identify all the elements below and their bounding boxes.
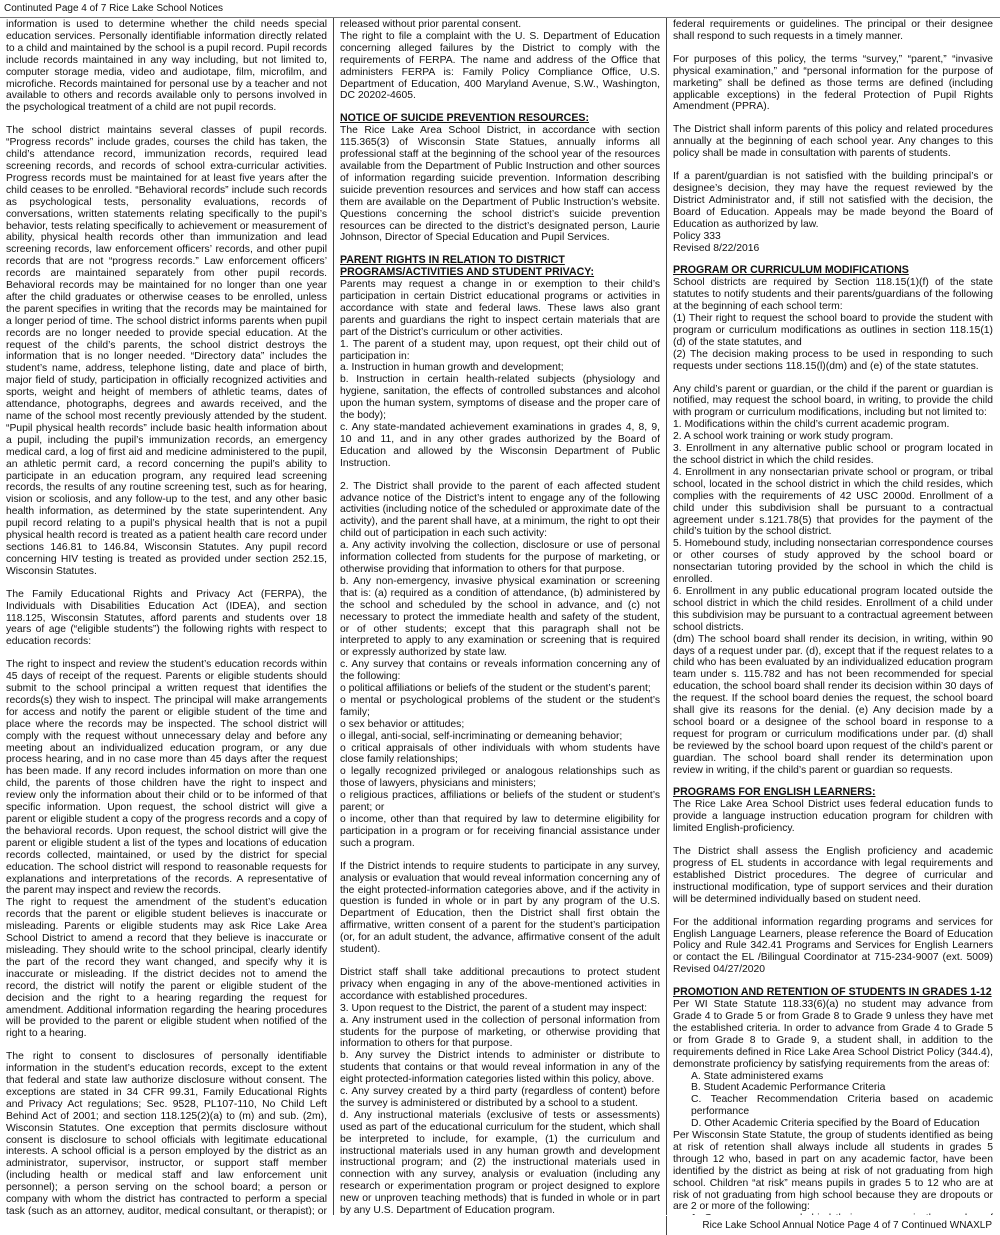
page-footer <box>666 1216 1000 1235</box>
at-risk-list <box>673 1213 993 1215</box>
paragraph: c. Any survey created by a third party (regardless of content) before the survey is administered or distributed by a school to a student. <box>340 1086 660 1109</box>
section-heading-parent-rights: PARENT RIGHTS IN RELATION TO DISTRICT PROGRAMS/ACTIVITIES AND STUDENT PRIVACY: <box>340 254 595 279</box>
paragraph: (2) The decision making process to be used in responding to such requests under sections 118.15(l)(dm) and (e) of the state statutes. <box>673 348 993 372</box>
paragraph: Per Wisconsin State Statute, the group of students identified as being at risk of retention shall always include all students in grades 5 through 12 who, based in part on any academic factor, have been identified by the district as being at risk of not graduating from high school. Children “at risk” means pupils in grades 5 to 12 who are at risk of not graduating from high school because they are dropouts or are 2 or more of the following: <box>673 1130 993 1213</box>
page-header-label: Continuted Page 4 of 7 Rice Lake School Notices <box>4 3 224 14</box>
paragraph: 1. The parent of a student may, upon request, opt their child out of participation in: <box>340 338 660 362</box>
paragraph: For purposes of this policy, the terms “survey,” “parent,” “invasive physical examination,” and “personal information for the purpose of marketing” shall be defined as those terms are defined (including applicable exceptions) in the federal Protection of Pupil Rights Amendment (PPRA). <box>673 53 993 113</box>
list-item: A. State administered exams <box>691 1070 824 1082</box>
list-item: o sex behavior or attitudes; <box>340 718 465 730</box>
paragraph: School districts are required by Section 118.15(1)(f) of the state statutes to notify students and their parents/guardians of the following at the beginning of each school term: <box>673 277 993 313</box>
opt-out-list <box>340 362 660 469</box>
section-heading-curriculum-modifications: PROGRAM OR CURRICULUM MODIFICATIONS <box>673 264 909 277</box>
column-1 <box>0 18 333 1215</box>
paragraph: The right to consent to disclosures of personally identifiable information in the student’s education records, except to the extent that federal and state law authorize disclosure without consent. The exceptions are stated in 34 CFR 99.31, Family Educational Rights and Privacy Act regulations; Sec. 9528, PL107-110, No Child Left Behind Act of 2001; and section 118.125(2)(a) to (m) and sub. (2m), Wisconsin Statutes. One exception that permits disclosure without consent is disclosure to school officials with legitimate educational interests. A school official is a person employed by the district as an administrator, supervisor, instructor, or support staff member (including health or medical staff and law enforcement unit personnel); a person serving on the school board; a person or company with whom the district has contracted to perform a special task (such as an attorney, auditor, medical consultant, or therapist); or <box>6 1051 327 1215</box>
paragraph: The Family Educational Rights and Privacy Act (FERPA), the Individuals with Disabilities Education Act (IDEA), and section 118.125, Wisconsin Statutes, afford parents and students over 18 years of age (“eligible students”) the following rights with respect to education records: <box>6 588 327 648</box>
section-heading-english-learners: PROGRAMS FOR ENGLISH LEARNERS: <box>673 786 876 799</box>
paragraph: b. Any survey the District intends to administer or distribute to students that contains or that would reveal information in any of the eight protected-information categories listed within this policy, above. <box>340 1050 660 1086</box>
paragraph: a. Any activity involving the collection, disclosure or use of personal information collected from students for the purpose of marketing, or otherwise providing that information to others for that purpose. <box>340 540 660 575</box>
revision-date: Revised 8/22/2016 <box>673 242 760 254</box>
paragraph: The Rice Lake Area School District uses federal education funds to provide a language instruction education program for children with limited English-proficiency. <box>673 799 993 835</box>
list-item: 5. Homebound study, including nonsectarian correspondence courses or other courses of study approved by the school board or nonsectarian tutoring provided by the school in which the child is enrolled. <box>673 538 993 586</box>
list-item: o legally recognized privileged or analogous relationships such as those of lawyers, physicians and ministers; <box>340 766 660 790</box>
paragraph: The right to file a complaint with the U. S. Department of Education concerning alleged failures by the District to comply with the requirements of FERPA. The name and address of the Office that administers FERPA is: Family Policy Compliance Office, U.S. Department of Education, 400 Maryland Avenue, S.W., Washington, DC 20202-4605. <box>340 30 660 102</box>
list-item: b. Instruction in certain health-related subjects (physiology and hygiene, sanitation, the effects of controlled substances and alcohol upon the human system, symptoms of disease and the proper care of the body); <box>340 374 660 422</box>
paragraph: c. Any survey that contains or reveals information concerning any of the following: <box>340 659 660 683</box>
paragraph: For the additional information regarding programs and services for English Language Learners, please reference the Board of Education Policy and Rule 342.41 Programs and Services for English Learners or contact the EL /Bilingual Coordinator at 715-234-9007 (ext. 5009) Revised 04/27/2020 <box>673 916 993 976</box>
paragraph: District staff shall take additional precautions to protect student privacy when engaging in any of the above-mentioned activities in accordance with established procedures. <box>340 966 660 1002</box>
list-item: o religious practices, affiliations or beliefs of the student or student’s parent; or <box>340 790 660 814</box>
list-item: B. Student Academic Performance Criteria <box>691 1082 886 1094</box>
paragraph: The Rice Lake Area School District, in accordance with section 115.365(3) of Wisconsin State Statues, annually informs all professional staff at the beginning of the school year of the resources available from the Department of Public Instruction and other sources of information regarding suicide prevention. Information describing suicide prevention resources and services and how staff can access them are available on the Department of Public Instruction’s website. Questions concerning the school district’s suicide prevention resources can be directed to the district’s designated person, Laurie Johnson, Director of Special Education and Pupil Services. <box>340 125 660 244</box>
paragraph: (1) Their right to request the school board to provide the student with program or curriculum modifications as outlines in section 118.15(1)(d) of the state statutes, and <box>673 313 993 348</box>
list-item: 6. Enrollment in any public educational program located outside the school district in which the child resides. Enrollment of a child under this subdivision may be pursuant to a contractual agreement between school districts. <box>673 585 993 633</box>
paragraph: The school district maintains several classes of pupil records. “Progress records” include grades, courses the child has taken, the child’s attendance record, immunization records, required lead screening records, and records of school extra-curricular activities. Progress records must be maintained for at least five years after the child ceases to be enrolled. “Behavioral records” include such records as psychological tests, personality evaluations, records of conversations, written statements relating specifically to the pupil’s behavior, tests relating specifically to achievement or measurement of ability, physical health records other than immunization and lead screening records, law enforcement officers’ records, and other pupil records that are not “progress records.” Law enforcement officers’ records are maintained separately from other pupil records. Behavioral records may be maintained for no longer than one year after the child graduates or otherwise ceases to be enrolled, unless the parent specifies in writing that the records may be maintained for a longer period of time. The school district informs parents when pupil records are no longer needed to provide special education. At the request of the child’s parents, the school district destroys the information that is no longer needed. “Directory data” includes the student’s name, address, telephone listing, date and place of birth, major field of study, participation in officially recognized activities and sports, weight and height of members of athletic teams, dates of attendance, photographs, degrees and awards received, and the name of the school most recently previously attended by the student. “Pupil physical health records” include basic health information about a pupil, including the pupil’s immunization records, an emergency medical card, a log of first aid and medicine administered to the pupil, an athletic permit card, a record concerning the pupil’s ability to participate in an education program, any required lead screening records, the results of any routine screening test, such as for hearing, vision or scoliosis, and any follow-up to the test, and any other basic health information, as determined by the state superintendent. Any pupil record relating to a pupil’s physical health that is not a pupil physical health record is treated as a patient health care record under sections 146.81 to 146.84, Wisconsin Statutes. Any pupil record concerning HIV testing is treated as provided under section 252.15, Wisconsin Statutes. <box>6 125 327 577</box>
paragraph: d. Any instructional materials (exclusive of tests or assessments) used as part of the educational curriculum for the student, which shall be interpreted to include, for example, (1) the curriculum and instructional materials used in any human growth and development instructional program; and (2) the instructional materials used in connection with any survey, analysis or evaluation (including any research or experimentation program or project designed to explore new or unproven teaching methods) that is funded in whole or in part by any U.S. Department of Education program. <box>340 1109 660 1215</box>
paragraph: The District shall assess the English proficiency and academic progress of EL students in accordance with legal requirements and established District procedures. The degree of curricular and instructional modification, type of support services and their duration will be determined individually based on student need. <box>673 846 993 905</box>
list-item: o mental or psychological problems of the student or the student’s family; <box>340 694 660 718</box>
paragraph: released without prior parental consent. <box>340 19 522 30</box>
page-header <box>0 0 1000 18</box>
criteria-list <box>673 1071 993 1131</box>
paragraph: information is used to determine whether the child needs special education services. Personally identifiable information directly related to a child and maintained by the school is a pupil record. Pupil records include records maintained in any way including, but not limited to, computer storage media, video and audiotape, film, microfilm, and microfiche. Records maintained for personal use by a teacher and not available to others and records available only to persons involved in the psychological treatment of a child are not pupil records. <box>6 19 327 114</box>
paragraph: The right to inspect and review the student’s education records within 45 days of receipt of the request. Parents or eligible students should submit to the school principal a written request that identifies the records(s) they wish to inspect. The principal will make arrangements for access and notify the parent or eligible student of the time and place where the records may be inspected. The school district will comply with the request without unnecessary delay and before any meeting about an individualized education program, or any due process hearing, and in no case more than 45 days after the request has been made. If any record includes information on more than one child, the parents of those children have the right to inspect and review only the information about their child or to be informed of that specific information. Upon request, the school district will give a parent or eligible student a copy of the progress records and a copy of the behavioral records. Upon request, the school district will give the parent or eligible student a list of the types and locations of education records collected, maintained, or used by the district for special education. The school district will respond to reasonable requests for explanations and interpretations of the records. A representative of the parent may inspect and review the records. <box>6 659 327 897</box>
paragraph: Parents may request a change in or exemption to their child’s participation in certain District educational programs or activities in accordance with state and federal laws. These laws also grant parents and guardians the right to inspect certain materials that are part of the District’s curriculum or other activities. <box>340 279 660 338</box>
modifications-list <box>673 419 993 633</box>
survey-topics-list <box>340 683 660 850</box>
paragraph: If the District intends to require students to participate in any survey, analysis or evaluation that would reveal information concerning any of the eight protected-information categories above, and if the activity in question is funded in whole or in part by any program of the U.S. Department of Education, then the District shall first obtain the affirmative, written consent of a parent for the student’s participation (or, for an adult student, the advance, affirmative consent of the adult student). <box>340 860 660 956</box>
list-item <box>691 1213 993 1215</box>
paragraph: 3. Upon request to the District, the parent of a student may inspect: <box>340 1002 648 1014</box>
paragraph: 2. The District shall provide to the parent of each affected student advance notice of the District’s intent to engage any of the following activities (including notice of the scheduled or approximate date of the activity), and the parent shall have, at a minimum, the right to opt their child out of participation in each such activity: <box>340 480 660 540</box>
paragraph: Any child’s parent or guardian, or the child if the parent or guardian is notified, may request the school board, in writing, to provide the child with program or curriculum modifications, including but not limited to: <box>673 383 993 419</box>
page-footer-label: Rice Lake School Annual Notice Page 4 of 7 Continued WNAXLP <box>702 1220 992 1231</box>
paragraph: If a parent/guardian is not satisfied with the building principal’s or designee’s decision, they may have the request reviewed by the District Administrator and, if still not satisfied with the decision, the Board of Education. Appeals may be made beyond the Board of Education as authorized by law. <box>673 171 993 230</box>
column-2 <box>333 18 666 1215</box>
list-item: o income, other than that required by law to determine eligibility for participation in a program or for receiving financial assistance under such a program. <box>340 814 660 849</box>
list-item: C. Teacher Recommendation Criteria based on academic performance <box>691 1094 993 1118</box>
section-heading-suicide-prevention: NOTICE OF SUICIDE PREVENTION RESOURCES: <box>340 112 589 125</box>
paragraph: The right to request the amendment of the student’s education records that the parent or eligible student believes is inaccurate or misleading. Parents or eligible students may ask Rice Lake Area School District to amend a record that they believe is inaccurate or misleading. They should write to the school principal, clearly identify the part of the record they want changed, and specify why it is inaccurate or misleading. If the district decides not to amend the record, the district will notify the parent or eligible student of the decision and the right to a hearing regarding the request for amendment. Additional information regarding the hearing procedures will be provided to the parent or eligible student when notified of the right to a hearing. <box>6 897 327 1040</box>
list-item: 2. A school work training or work study program. <box>673 431 894 443</box>
list-item: 3. Enrollment in any alternative public school or program located in the school district in which the child resides. <box>673 443 993 466</box>
paragraph: federal requirements or guidelines. The principal or their designee shall respond to such requests in a timely manner. <box>673 19 993 42</box>
policy-number: Policy 333 <box>673 230 721 242</box>
list-item: o critical appraisals of other individuals with whom students have close family relationships; <box>340 742 660 766</box>
list-item: 1. Modifications within the child’s current academic program. <box>673 419 950 431</box>
paragraph: The District shall inform parents of this policy and related procedures annually at the beginning of each school year. Any changes to this policy shall be made in consultation with parents of students. <box>673 124 993 160</box>
column-3 <box>666 18 999 1215</box>
paragraph: (dm) The school board shall render its decision, in writing, within 90 days of a request under par. (d), except that if the request relates to a child who has been evaluated by an individualized education program team under s. 115.782 and has not been recommended for special education, the school board shall render its decision within 30 days of the request. If the school board denies the request, the school board shall give its reasons for the denial. (e) Any decision made by a school board or a designee of the school board in response to a request for program or curriculum modifications under par. (d) shall be reviewed by the school board upon request of the child’s parent or guardian. The school board shall render its determination upon review in writing, if the child’s parent or guardian so requests. <box>673 633 993 776</box>
list-item: o political affiliations or beliefs of the student or the student’s parent; <box>340 683 651 695</box>
list-item: c. Any state-mandated achievement examinations in grades 4, 8, 9, 10 and 11, and in any other grades authorized by the Board of Education and allowed by the Wisconsin Department of Public Instruction. <box>340 422 660 469</box>
paragraph: a. Any instrument used in the collection of personal information from students for the purpose of marketing, or otherwise providing that information to others for that purpose. <box>340 1014 660 1050</box>
list-item: D. Other Academic Criteria specified by the Board of Education <box>691 1118 980 1130</box>
paragraph: Per WI State Statute 118.33(6)(a) no student may advance from Grade 4 to Grade 5 or from Grade 8 to Grade 9 unless they have met the established criteria. In order to advance from Grade 4 to Grade 5 or from Grade 8 to Grade 9, a student shall, in addition to the requirements defined in Rice Lake Area School District Policy (344.4), demonstrate proficiency by satisfying requirements from the areas of: <box>673 999 993 1070</box>
section-heading-promotion-retention: PROMOTION AND RETENTION OF STUDENTS IN GRADES 1-12 <box>673 986 992 999</box>
list-item: 4. Enrollment in any nonsectarian private school or program, or tribal school, located in the school district in which the child resides, which complies with the requirements of 42 USC 2000d. Enrollment of a child under this subdivision shall be pursuant to a contractual agreement under s.121.78(5) that provides for the payment of the child’s tuition by the school district. <box>673 466 993 538</box>
list-item: o illegal, anti-social, self-incriminating or demeaning behavior; <box>340 730 623 742</box>
paragraph: b. Any non-emergency, invasive physical examination or screening that is: (a) required as a condition of attendance, (b) administered by the school and scheduled by the school in advance, and (c) not necessary to protect the immediate health and safety of the student, or of other students; except that this paragraph shall not be interpreted to apply to any examination or screening that is required or expressly authorized by state law. <box>340 575 660 659</box>
list-item: a. Instruction in human growth and development; <box>340 362 564 374</box>
